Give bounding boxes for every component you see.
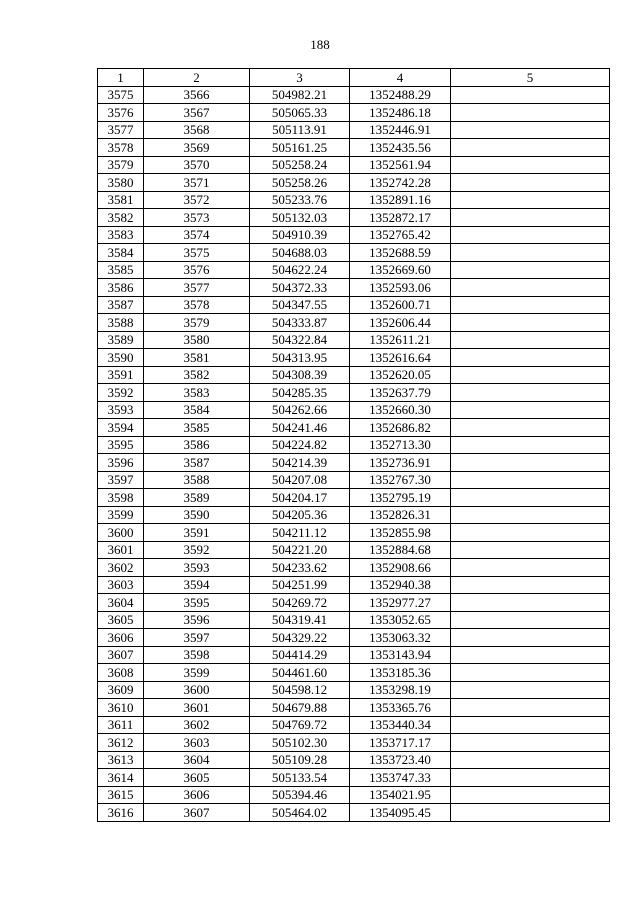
x-coordinate-cell: 504224.82 (250, 436, 350, 454)
ref-number-cell: 3586 (144, 436, 250, 454)
x-coordinate-cell: 505113.91 (250, 121, 350, 139)
x-coordinate-cell: 504221.20 (250, 541, 350, 559)
note-cell (451, 681, 610, 699)
x-coordinate-cell: 504204.17 (250, 489, 350, 507)
table-row (98, 139, 610, 157)
ref-number-cell: 3581 (144, 349, 250, 367)
table-row (98, 716, 610, 734)
point-number-cell: 3605 (98, 611, 144, 629)
y-coordinate-cell: 1352736.91 (350, 454, 451, 472)
ref-number-cell: 3591 (144, 524, 250, 542)
point-number-cell: 3609 (98, 681, 144, 699)
x-coordinate-cell: 504205.36 (250, 506, 350, 524)
note-cell (451, 594, 610, 612)
ref-number-cell: 3592 (144, 541, 250, 559)
x-coordinate-cell: 505258.24 (250, 156, 350, 174)
note-cell (451, 174, 610, 192)
table-row (98, 244, 610, 262)
y-coordinate-cell: 1352637.79 (350, 384, 451, 402)
ref-number-cell: 3584 (144, 401, 250, 419)
y-coordinate-cell: 1352977.27 (350, 594, 451, 612)
ref-number-cell: 3568 (144, 121, 250, 139)
note-cell (451, 209, 610, 227)
y-coordinate-cell: 1353298.19 (350, 681, 451, 699)
y-coordinate-cell: 1352688.59 (350, 244, 451, 262)
table-row (98, 506, 610, 524)
y-coordinate-cell: 1352713.30 (350, 436, 451, 454)
y-coordinate-cell: 1353440.34 (350, 716, 451, 734)
table-row (98, 191, 610, 209)
y-coordinate-cell: 1353143.94 (350, 646, 451, 664)
x-coordinate-cell: 505109.28 (250, 751, 350, 769)
point-number-cell: 3599 (98, 506, 144, 524)
table-row (98, 594, 610, 612)
table-row (98, 331, 610, 349)
y-coordinate-cell: 1352891.16 (350, 191, 451, 209)
note-cell (451, 524, 610, 542)
point-number-cell: 3608 (98, 664, 144, 682)
point-number-cell: 3615 (98, 786, 144, 804)
ref-number-cell: 3594 (144, 576, 250, 594)
note-cell (451, 139, 610, 157)
point-number-cell: 3582 (98, 209, 144, 227)
y-coordinate-cell: 1352908.66 (350, 559, 451, 577)
ref-number-cell: 3588 (144, 471, 250, 489)
y-coordinate-cell: 1352742.28 (350, 174, 451, 192)
x-coordinate-cell: 504372.33 (250, 279, 350, 297)
ref-number-cell: 3585 (144, 419, 250, 437)
table-row (98, 804, 610, 822)
note-cell (451, 261, 610, 279)
table-row (98, 524, 610, 542)
y-coordinate-cell: 1352446.91 (350, 121, 451, 139)
note-cell (451, 576, 610, 594)
y-coordinate-cell: 1352620.05 (350, 366, 451, 384)
table-row (98, 174, 610, 192)
note-cell (451, 104, 610, 122)
point-number-cell: 3600 (98, 524, 144, 542)
y-coordinate-cell: 1354095.45 (350, 804, 451, 822)
y-coordinate-cell: 1352940.38 (350, 576, 451, 594)
column-header-1: 1 (98, 69, 144, 87)
note-cell (451, 366, 610, 384)
point-number-cell: 3598 (98, 489, 144, 507)
x-coordinate-cell: 504211.12 (250, 524, 350, 542)
point-number-cell: 3588 (98, 314, 144, 332)
y-coordinate-cell: 1352795.19 (350, 489, 451, 507)
table-row (98, 646, 610, 664)
ref-number-cell: 3583 (144, 384, 250, 402)
y-coordinate-cell: 1352486.18 (350, 104, 451, 122)
note-cell (451, 419, 610, 437)
table-row (98, 611, 610, 629)
note-cell (451, 191, 610, 209)
table-header (98, 69, 610, 87)
point-number-cell: 3610 (98, 699, 144, 717)
x-coordinate-cell: 504233.62 (250, 559, 350, 577)
note-cell (451, 506, 610, 524)
x-coordinate-cell: 504319.41 (250, 611, 350, 629)
ref-number-cell: 3605 (144, 769, 250, 787)
ref-number-cell: 3566 (144, 86, 250, 104)
note-cell (451, 471, 610, 489)
point-number-cell: 3602 (98, 559, 144, 577)
point-number-cell: 3580 (98, 174, 144, 192)
x-coordinate-cell: 504241.46 (250, 419, 350, 437)
note-cell (451, 314, 610, 332)
y-coordinate-cell: 1353052.65 (350, 611, 451, 629)
table-row (98, 349, 610, 367)
note-cell (451, 384, 610, 402)
column-header-2: 2 (144, 69, 250, 87)
point-number-cell: 3594 (98, 419, 144, 437)
ref-number-cell: 3596 (144, 611, 250, 629)
y-coordinate-cell: 1352488.29 (350, 86, 451, 104)
point-number-cell: 3579 (98, 156, 144, 174)
note-cell (451, 699, 610, 717)
ref-number-cell: 3601 (144, 699, 250, 717)
point-number-cell: 3585 (98, 261, 144, 279)
point-number-cell: 3597 (98, 471, 144, 489)
ref-number-cell: 3577 (144, 279, 250, 297)
x-coordinate-cell: 504285.35 (250, 384, 350, 402)
table-row (98, 104, 610, 122)
ref-number-cell: 3570 (144, 156, 250, 174)
ref-number-cell: 3603 (144, 734, 250, 752)
table-row (98, 489, 610, 507)
ref-number-cell: 3606 (144, 786, 250, 804)
table-row (98, 454, 610, 472)
table-row (98, 436, 610, 454)
table-row (98, 384, 610, 402)
point-number-cell: 3576 (98, 104, 144, 122)
point-number-cell: 3577 (98, 121, 144, 139)
note-cell (451, 454, 610, 472)
x-coordinate-cell: 505065.33 (250, 104, 350, 122)
point-number-cell: 3606 (98, 629, 144, 647)
table-row (98, 296, 610, 314)
point-number-cell: 3596 (98, 454, 144, 472)
point-number-cell: 3590 (98, 349, 144, 367)
point-number-cell: 3607 (98, 646, 144, 664)
note-cell (451, 296, 610, 314)
x-coordinate-cell: 505161.25 (250, 139, 350, 157)
x-coordinate-cell: 504322.84 (250, 331, 350, 349)
ref-number-cell: 3597 (144, 629, 250, 647)
note-cell (451, 629, 610, 647)
ref-number-cell: 3572 (144, 191, 250, 209)
y-coordinate-cell: 1352872.17 (350, 209, 451, 227)
x-coordinate-cell: 504313.95 (250, 349, 350, 367)
ref-number-cell: 3602 (144, 716, 250, 734)
y-coordinate-cell: 1352616.64 (350, 349, 451, 367)
x-coordinate-cell: 504269.72 (250, 594, 350, 612)
x-coordinate-cell: 504207.08 (250, 471, 350, 489)
x-coordinate-cell: 504461.60 (250, 664, 350, 682)
ref-number-cell: 3580 (144, 331, 250, 349)
table-row (98, 279, 610, 297)
y-coordinate-cell: 1352606.44 (350, 314, 451, 332)
ref-number-cell: 3575 (144, 244, 250, 262)
table-row (98, 261, 610, 279)
ref-number-cell: 3595 (144, 594, 250, 612)
table-row (98, 786, 610, 804)
note-cell (451, 664, 610, 682)
point-number-cell: 3593 (98, 401, 144, 419)
point-number-cell: 3611 (98, 716, 144, 734)
point-number-cell: 3587 (98, 296, 144, 314)
coordinates-table (97, 68, 610, 822)
x-coordinate-cell: 505258.26 (250, 174, 350, 192)
note-cell (451, 226, 610, 244)
y-coordinate-cell: 1353365.76 (350, 699, 451, 717)
table-row (98, 121, 610, 139)
table-row (98, 734, 610, 752)
x-coordinate-cell: 504308.39 (250, 366, 350, 384)
point-number-cell: 3613 (98, 751, 144, 769)
x-coordinate-cell: 504262.66 (250, 401, 350, 419)
ref-number-cell: 3598 (144, 646, 250, 664)
note-cell (451, 559, 610, 577)
y-coordinate-cell: 1352611.21 (350, 331, 451, 349)
note-cell (451, 751, 610, 769)
x-coordinate-cell: 504214.39 (250, 454, 350, 472)
x-coordinate-cell: 505233.76 (250, 191, 350, 209)
table-row (98, 751, 610, 769)
y-coordinate-cell: 1352593.06 (350, 279, 451, 297)
x-coordinate-cell: 505464.02 (250, 804, 350, 822)
note-cell (451, 86, 610, 104)
x-coordinate-cell: 505133.54 (250, 769, 350, 787)
column-header-4: 4 (350, 69, 451, 87)
table-row (98, 226, 610, 244)
y-coordinate-cell: 1352855.98 (350, 524, 451, 542)
point-number-cell: 3583 (98, 226, 144, 244)
note-cell (451, 646, 610, 664)
y-coordinate-cell: 1352669.60 (350, 261, 451, 279)
ref-number-cell: 3579 (144, 314, 250, 332)
y-coordinate-cell: 1353063.32 (350, 629, 451, 647)
x-coordinate-cell: 504982.21 (250, 86, 350, 104)
point-number-cell: 3603 (98, 576, 144, 594)
y-coordinate-cell: 1352826.31 (350, 506, 451, 524)
ref-number-cell: 3593 (144, 559, 250, 577)
note-cell (451, 541, 610, 559)
point-number-cell: 3584 (98, 244, 144, 262)
ref-number-cell: 3578 (144, 296, 250, 314)
note-cell (451, 121, 610, 139)
x-coordinate-cell: 504598.12 (250, 681, 350, 699)
header-row (98, 69, 610, 87)
note-cell (451, 349, 610, 367)
note-cell (451, 611, 610, 629)
table-body (98, 86, 610, 821)
ref-number-cell: 3571 (144, 174, 250, 192)
x-coordinate-cell: 504329.22 (250, 629, 350, 647)
note-cell (451, 734, 610, 752)
table-row (98, 681, 610, 699)
ref-number-cell: 3576 (144, 261, 250, 279)
y-coordinate-cell: 1353717.17 (350, 734, 451, 752)
y-coordinate-cell: 1352660.30 (350, 401, 451, 419)
y-coordinate-cell: 1352435.56 (350, 139, 451, 157)
ref-number-cell: 3567 (144, 104, 250, 122)
point-number-cell: 3614 (98, 769, 144, 787)
table-row (98, 209, 610, 227)
note-cell (451, 244, 610, 262)
note-cell (451, 279, 610, 297)
point-number-cell: 3581 (98, 191, 144, 209)
y-coordinate-cell: 1352600.71 (350, 296, 451, 314)
ref-number-cell: 3587 (144, 454, 250, 472)
point-number-cell: 3604 (98, 594, 144, 612)
table-row (98, 86, 610, 104)
ref-number-cell: 3573 (144, 209, 250, 227)
y-coordinate-cell: 1352765.42 (350, 226, 451, 244)
table-row (98, 419, 610, 437)
table-row (98, 366, 610, 384)
x-coordinate-cell: 504688.03 (250, 244, 350, 262)
note-cell (451, 401, 610, 419)
note-cell (451, 786, 610, 804)
y-coordinate-cell: 1353723.40 (350, 751, 451, 769)
table-row (98, 471, 610, 489)
x-coordinate-cell: 504679.88 (250, 699, 350, 717)
point-number-cell: 3601 (98, 541, 144, 559)
point-number-cell: 3592 (98, 384, 144, 402)
table-row (98, 664, 610, 682)
point-number-cell: 3589 (98, 331, 144, 349)
x-coordinate-cell: 504414.29 (250, 646, 350, 664)
ref-number-cell: 3569 (144, 139, 250, 157)
table-row (98, 576, 610, 594)
table-row (98, 314, 610, 332)
column-header-5: 5 (451, 69, 610, 87)
note-cell (451, 489, 610, 507)
page-number: 188 (310, 37, 330, 52)
y-coordinate-cell: 1352686.82 (350, 419, 451, 437)
point-number-cell: 3591 (98, 366, 144, 384)
y-coordinate-cell: 1353747.33 (350, 769, 451, 787)
x-coordinate-cell: 505102.30 (250, 734, 350, 752)
table-row (98, 699, 610, 717)
point-number-cell: 3578 (98, 139, 144, 157)
note-cell (451, 436, 610, 454)
ref-number-cell: 3607 (144, 804, 250, 822)
y-coordinate-cell: 1352767.30 (350, 471, 451, 489)
point-number-cell: 3616 (98, 804, 144, 822)
x-coordinate-cell: 504347.55 (250, 296, 350, 314)
note-cell (451, 156, 610, 174)
ref-number-cell: 3600 (144, 681, 250, 699)
point-number-cell: 3575 (98, 86, 144, 104)
point-number-cell: 3595 (98, 436, 144, 454)
x-coordinate-cell: 504333.87 (250, 314, 350, 332)
y-coordinate-cell: 1352884.68 (350, 541, 451, 559)
point-number-cell: 3586 (98, 279, 144, 297)
table-row (98, 629, 610, 647)
ref-number-cell: 3582 (144, 366, 250, 384)
note-cell (451, 331, 610, 349)
note-cell (451, 716, 610, 734)
ref-number-cell: 3574 (144, 226, 250, 244)
x-coordinate-cell: 504910.39 (250, 226, 350, 244)
y-coordinate-cell: 1354021.95 (350, 786, 451, 804)
point-number-cell: 3612 (98, 734, 144, 752)
table-row (98, 541, 610, 559)
ref-number-cell: 3589 (144, 489, 250, 507)
x-coordinate-cell: 504251.99 (250, 576, 350, 594)
y-coordinate-cell: 1353185.36 (350, 664, 451, 682)
x-coordinate-cell: 504622.24 (250, 261, 350, 279)
column-header-3: 3 (250, 69, 350, 87)
table-row (98, 559, 610, 577)
note-cell (451, 769, 610, 787)
ref-number-cell: 3590 (144, 506, 250, 524)
table-row (98, 401, 610, 419)
ref-number-cell: 3599 (144, 664, 250, 682)
x-coordinate-cell: 505132.03 (250, 209, 350, 227)
note-cell (451, 804, 610, 822)
x-coordinate-cell: 505394.46 (250, 786, 350, 804)
y-coordinate-cell: 1352561.94 (350, 156, 451, 174)
x-coordinate-cell: 504769.72 (250, 716, 350, 734)
ref-number-cell: 3604 (144, 751, 250, 769)
table-row (98, 156, 610, 174)
table-row (98, 769, 610, 787)
